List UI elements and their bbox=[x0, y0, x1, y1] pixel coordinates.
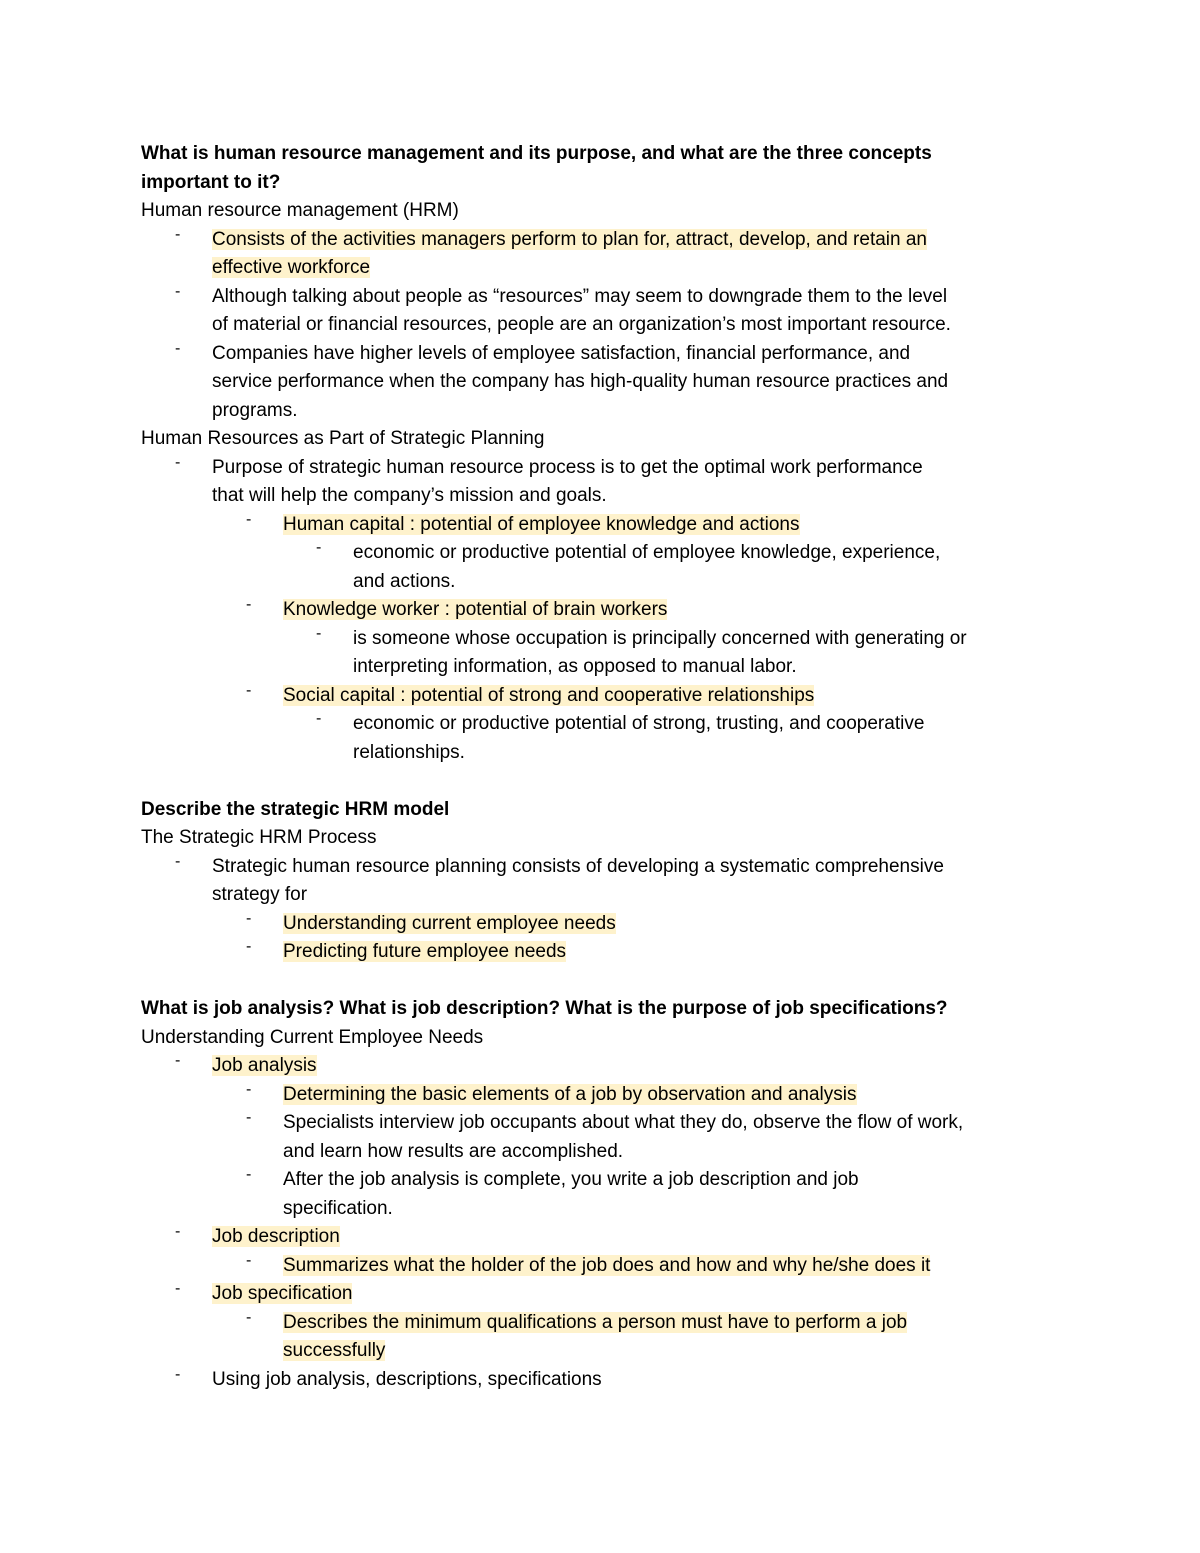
bullet-dash: - bbox=[246, 1251, 252, 1269]
section-heading: Understanding Current Employee Needs bbox=[141, 1026, 484, 1048]
highlighted-text: Consists of the activities managers perform to plan for, attract, develop, and retain an bbox=[212, 228, 927, 250]
list-item-text: that will help the company’s mission and goals. bbox=[212, 485, 607, 506]
section-heading: Human resource management (HRM) bbox=[141, 200, 459, 221]
bullet-dash: - bbox=[175, 453, 181, 471]
list-item bbox=[141, 853, 1071, 910]
list-item bbox=[141, 910, 1071, 939]
list-item bbox=[141, 1109, 1071, 1166]
list-item bbox=[141, 340, 1071, 426]
document-page bbox=[141, 140, 1071, 1394]
list-item-text: Specialists interview job occupants about what they do, observe the flow of work, bbox=[283, 1112, 964, 1133]
list-item bbox=[141, 539, 1071, 596]
list-item bbox=[141, 1252, 1071, 1281]
bullet-dash: - bbox=[246, 510, 252, 528]
list-item-text: interpreting information, as opposed to manual labor. bbox=[353, 656, 797, 677]
list-item bbox=[141, 454, 1071, 511]
bullet-dash: - bbox=[246, 681, 252, 699]
list-item bbox=[141, 1166, 1071, 1223]
question-heading: What is job analysis? What is job description? What is the purpose of job specifications? bbox=[141, 998, 948, 1019]
bullet-dash: - bbox=[316, 539, 322, 556]
list-item bbox=[141, 1081, 1071, 1110]
blank-line bbox=[141, 967, 1071, 996]
list-item bbox=[141, 511, 1071, 540]
highlighted-text: Social capital : potential of strong and cooperative relationships bbox=[283, 684, 815, 706]
list-item bbox=[141, 682, 1071, 711]
highlighted-text: Job description bbox=[212, 1226, 340, 1247]
question-heading: Describe the strategic HRM model bbox=[141, 798, 450, 820]
highlighted-text: Predicting future employee needs bbox=[283, 941, 567, 962]
list-item bbox=[141, 625, 1071, 682]
list-item-text: relationships. bbox=[353, 741, 465, 763]
bullet-dash: - bbox=[316, 624, 322, 642]
list-item-text: programs. bbox=[212, 399, 298, 421]
list-item-text: is someone whose occupation is principally concerned with generating or bbox=[353, 627, 967, 649]
list-item-text: After the job analysis is complete, you write a job description and job bbox=[283, 1169, 859, 1190]
list-item bbox=[141, 1223, 1071, 1252]
question-heading-continued: important to it? bbox=[141, 171, 281, 193]
highlighted-text: effective workforce bbox=[212, 257, 371, 278]
bullet-dash: - bbox=[246, 596, 252, 613]
section-heading: Human Resources as Part of Strategic Planning bbox=[141, 428, 545, 449]
list-item bbox=[141, 710, 1071, 767]
list-item bbox=[141, 1280, 1071, 1309]
highlighted-text: Knowledge worker : potential of brain workers bbox=[283, 599, 668, 620]
bullet-dash: - bbox=[175, 1365, 181, 1383]
list-item-text: service performance when the company has high-quality human resource practices and bbox=[212, 371, 949, 392]
bullet-dash: - bbox=[175, 1052, 181, 1069]
list-item-text: of material or financial resources, people are an organization’s most important resource. bbox=[212, 314, 951, 335]
highlighted-text: Summarizes what the holder of the job does and how and why he/she does it bbox=[283, 1254, 931, 1276]
highlighted-text: Job analysis bbox=[212, 1055, 317, 1076]
bullet-dash: - bbox=[316, 710, 322, 727]
bullet-dash: - bbox=[175, 852, 181, 870]
list-item bbox=[141, 1309, 1071, 1366]
bullet-dash: - bbox=[246, 1308, 252, 1326]
list-item-text: economic or productive potential of strong, trusting, and cooperative bbox=[353, 713, 925, 734]
list-item bbox=[141, 226, 1071, 283]
list-item-text: and actions. bbox=[353, 570, 456, 592]
list-item bbox=[141, 1366, 1071, 1395]
list-item-text: Purpose of strategic human resource process is to get the optimal work performance bbox=[212, 456, 923, 478]
list-item bbox=[141, 1052, 1071, 1081]
list-item bbox=[141, 283, 1071, 340]
list-item-text: specification. bbox=[283, 1197, 393, 1219]
bullet-dash: - bbox=[175, 225, 181, 243]
list-item-text: Using job analysis, descriptions, specifications bbox=[212, 1368, 602, 1390]
highlighted-text: Understanding current employee needs bbox=[283, 912, 616, 934]
blank-line bbox=[141, 767, 1071, 796]
highlighted-text: Determining the basic elements of a job by observation and analysis bbox=[283, 1083, 857, 1105]
bullet-dash: - bbox=[246, 1166, 252, 1183]
bullet-dash: - bbox=[175, 1280, 181, 1297]
list-item-text: strategy for bbox=[212, 884, 308, 905]
bullet-dash: - bbox=[246, 909, 252, 927]
section-heading: The Strategic HRM Process bbox=[141, 827, 377, 848]
bullet-dash: - bbox=[246, 1109, 252, 1126]
highlighted-text: Human capital : potential of employee knowledge and actions bbox=[283, 513, 800, 535]
highlighted-text: Job specification bbox=[212, 1283, 353, 1304]
list-item bbox=[141, 938, 1071, 967]
highlighted-text: Describes the minimum qualifications a person must have to perform a job bbox=[283, 1311, 908, 1333]
bullet-dash: - bbox=[246, 938, 252, 955]
bullet-dash: - bbox=[175, 339, 181, 357]
list-item-text: Strategic human resource planning consists of developing a systematic comprehensive bbox=[212, 855, 944, 877]
bullet-dash: - bbox=[246, 1080, 252, 1098]
list-item bbox=[141, 596, 1071, 625]
question-heading: What is human resource management and its purpose, and what are the three concepts bbox=[141, 143, 932, 164]
bullet-dash: - bbox=[175, 282, 181, 300]
list-item-text: and learn how results are accomplished. bbox=[283, 1140, 624, 1162]
list-item-text: Companies have higher levels of employee satisfaction, financial performance, and bbox=[212, 342, 911, 364]
highlighted-text: successfully bbox=[283, 1340, 386, 1361]
bullet-dash: - bbox=[175, 1223, 181, 1240]
list-item-text: Although talking about people as “resources” may seem to downgrade them to the level bbox=[212, 285, 948, 307]
list-item-text: economic or productive potential of employee knowledge, experience, bbox=[353, 542, 941, 563]
